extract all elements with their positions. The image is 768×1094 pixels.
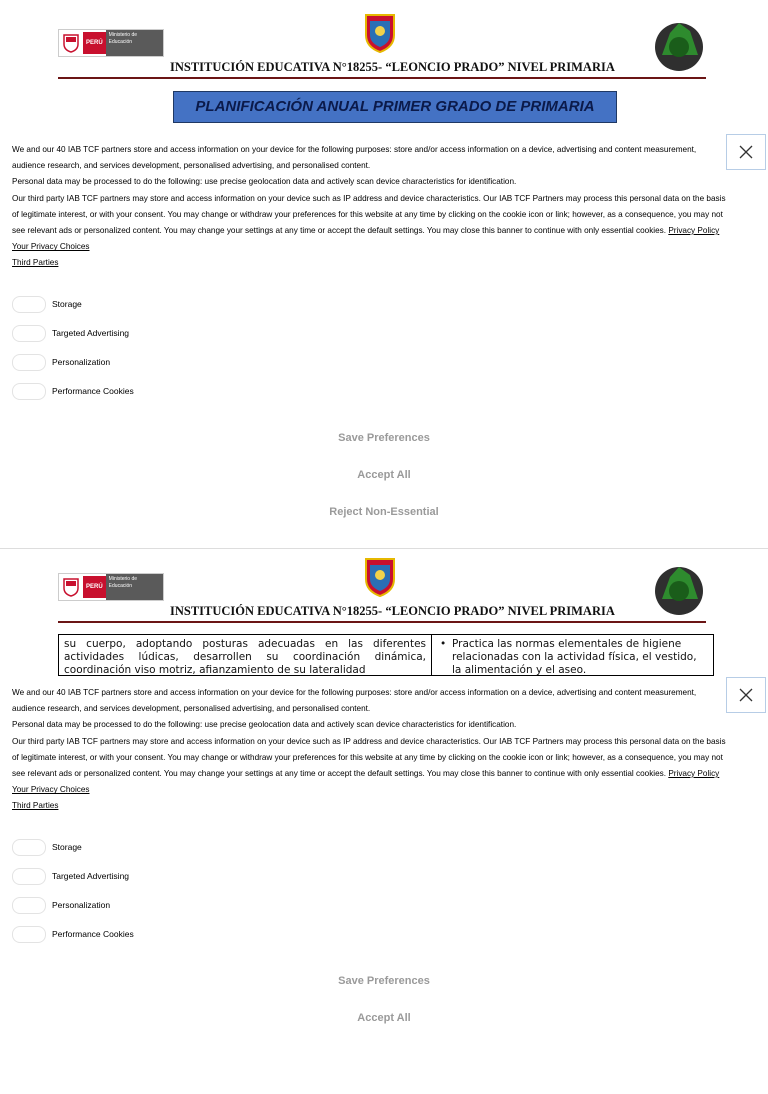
toggle-label: Performance Cookies bbox=[52, 928, 134, 939]
toggle-row-targeted-advertising[interactable] bbox=[12, 867, 129, 885]
consent-banner bbox=[0, 134, 768, 545]
consent-paragraph-processing: Personal data may be processed to do the following: use precise geolocation data and actively scan device characteristics for identification. bbox=[12, 720, 517, 730]
performance-cookies-toggle[interactable] bbox=[12, 926, 46, 943]
school-crest-icon bbox=[363, 13, 397, 53]
close-icon bbox=[739, 688, 753, 702]
targeted-advertising-toggle[interactable] bbox=[12, 325, 46, 342]
toggle-label: Targeted Advertising bbox=[52, 870, 130, 881]
consent-paragraph-partners bbox=[12, 734, 727, 783]
school-emblem-icon bbox=[652, 15, 706, 73]
consent-banner bbox=[0, 677, 768, 1024]
accept-all-button[interactable]: Accept All bbox=[357, 1012, 411, 1024]
third-parties-link[interactable]: Third Parties bbox=[12, 258, 59, 268]
toggle-row-performance-cookies[interactable] bbox=[12, 382, 134, 400]
toggle-label: Personalization bbox=[52, 899, 111, 910]
peru-shield-icon bbox=[62, 33, 80, 53]
performance-cookies-toggle[interactable] bbox=[12, 383, 46, 400]
ministry-logo bbox=[58, 29, 164, 57]
toggle-label: Targeted Advertising bbox=[52, 327, 130, 338]
personalization-toggle[interactable] bbox=[12, 354, 46, 371]
plan-title: PLANIFICACIÓN ANUAL PRIMER GRADO DE PRIMARIA bbox=[173, 91, 617, 123]
table-cell-right: • Practica las normas elementales de higiene relacionadas con la actividad física, el vestido, la alimentación y el aseo. bbox=[432, 635, 713, 675]
header-divider bbox=[58, 621, 706, 623]
privacy-policy-link[interactable]: Privacy Policy bbox=[668, 226, 720, 236]
save-preferences-button[interactable]: Save Preferences bbox=[338, 432, 430, 444]
consent-partners-text: Our third party IAB TCF partners may store and access information on your device such as IP address and device characteristics. Our IAB TCF Partners may process this personal data on the basis of legitimate interest, or with your consent. You may change or withdraw your preferences for this website at any time by clicking on the cookie icon or link; however, as a consequence, you may not see relevant ads or personalized content. You may change your settings at any time or accept the default settings. You may close this banner to continue with only essential cookies. bbox=[12, 736, 726, 779]
consent-paragraph-partners bbox=[12, 191, 727, 240]
targeted-advertising-toggle[interactable] bbox=[12, 868, 46, 885]
consent-partners-text: Our third party IAB TCF partners may store and access information on your device such as IP address and device characteristics. Our IAB TCF Partners may process this personal data on the basis of legitimate interest, or with your consent. You may change or withdraw your preferences for this website at any time by clicking on the cookie icon or link; however, as a consequence, you may not see relevant ads or personalized content. You may change your settings at any time or accept the default settings. You may close this banner to continue with only essential cookies. bbox=[12, 193, 726, 236]
toggle-row-storage[interactable] bbox=[12, 838, 82, 856]
table-cell-left: su cuerpo, adoptando posturas adecuadas en las diferentes actividades lúdicas, desarrollen su coordinación dinámica, coordinación viso motriz, afianzamiento de su lateralidad bbox=[59, 635, 432, 675]
toggle-label: Storage bbox=[52, 841, 82, 852]
consent-paragraph-purposes: We and our 40 IAB TCF partners store and access information on your device for the following purposes: store and/or access information on a device, advertising and content measurement, audience research, and services development, personalised advertising, and personalised content. bbox=[12, 145, 697, 171]
save-preferences-button[interactable]: Save Preferences bbox=[338, 975, 430, 987]
third-parties-link[interactable]: Third Parties bbox=[12, 801, 59, 811]
toggle-row-personalization[interactable] bbox=[12, 353, 110, 371]
consent-paragraph-purposes: We and our 40 IAB TCF partners store and access information on your device for the following purposes: store and/or access information on a device, advertising and content measurement, audience research, and services development, personalised advertising, and personalised content. bbox=[12, 688, 697, 714]
your-privacy-choices-link[interactable]: Your Privacy Choices bbox=[12, 242, 90, 252]
ministry-logo-text: Ministerio de Educación bbox=[106, 30, 163, 56]
personalization-toggle[interactable] bbox=[12, 897, 46, 914]
close-banner-button[interactable] bbox=[726, 677, 766, 713]
privacy-policy-link[interactable]: Privacy Policy bbox=[668, 769, 720, 779]
competency-table bbox=[58, 634, 714, 676]
school-title: INSTITUCIÓN EDUCATIVA N°18255- “LEONCIO PRADO” NIVEL PRIMARIA bbox=[170, 604, 615, 618]
accept-all-button[interactable]: Accept All bbox=[357, 469, 411, 481]
consent-paragraph-processing: Personal data may be processed to do the following: use precise geolocation data and actively scan device characteristics for identification. bbox=[12, 177, 517, 187]
school-crest-icon bbox=[363, 557, 397, 597]
ministry-logo-peru: PERÚ bbox=[83, 32, 106, 54]
ministry-logo bbox=[58, 573, 164, 601]
toggle-row-targeted-advertising[interactable] bbox=[12, 324, 129, 342]
toggle-label: Personalization bbox=[52, 356, 111, 367]
close-icon bbox=[739, 145, 753, 159]
header-divider bbox=[58, 77, 706, 79]
storage-toggle[interactable] bbox=[12, 839, 46, 856]
toggle-row-performance-cookies[interactable] bbox=[12, 925, 134, 943]
close-banner-button[interactable] bbox=[726, 134, 766, 170]
toggle-row-personalization[interactable] bbox=[12, 896, 110, 914]
reject-non-essential-button[interactable]: Reject Non-Essential bbox=[329, 506, 439, 518]
your-privacy-choices-link[interactable]: Your Privacy Choices bbox=[12, 785, 90, 795]
storage-toggle[interactable] bbox=[12, 296, 46, 313]
ministry-logo-peru: PERÚ bbox=[83, 576, 106, 598]
toggle-label: Storage bbox=[52, 298, 82, 309]
ministry-logo-text: Ministerio de Educación bbox=[106, 574, 163, 600]
school-title: INSTITUCIÓN EDUCATIVA N°18255- “LEONCIO PRADO” NIVEL PRIMARIA bbox=[170, 60, 615, 74]
school-emblem-icon bbox=[652, 559, 706, 617]
toggle-row-storage[interactable] bbox=[12, 295, 82, 313]
toggle-label: Performance Cookies bbox=[52, 385, 134, 396]
peru-shield-icon bbox=[62, 577, 80, 597]
